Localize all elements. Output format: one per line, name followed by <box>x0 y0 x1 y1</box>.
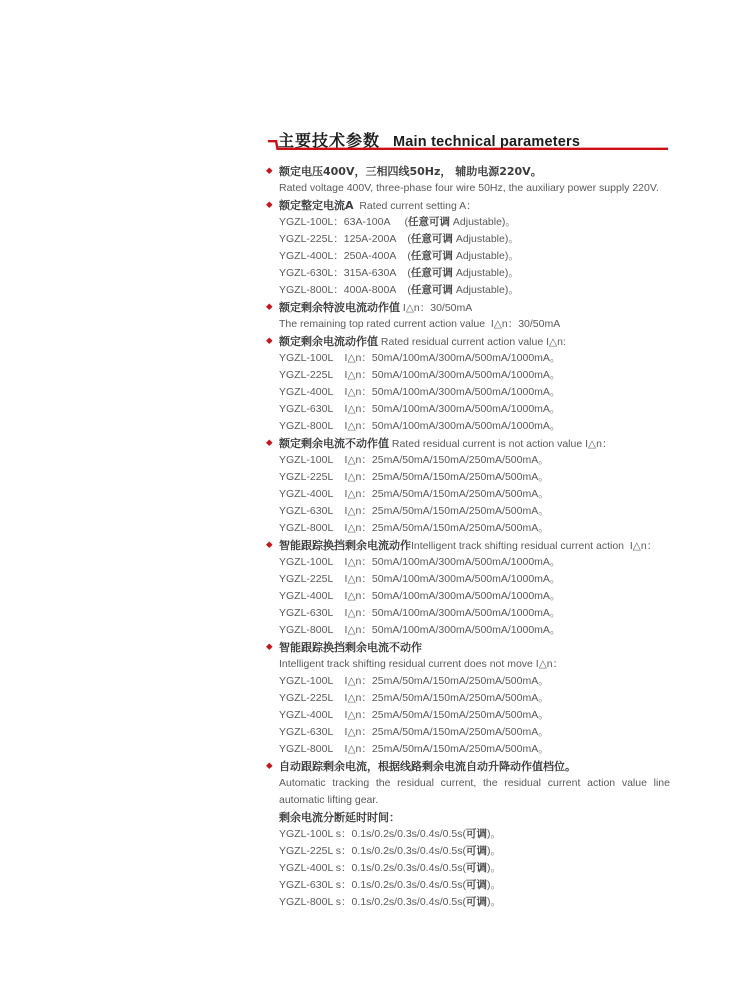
content-line <box>266 758 670 775</box>
diamond-bullet-icon: ◆ <box>266 438 273 448</box>
text-segment: Rated residual current action value I△n: <box>378 336 566 348</box>
text-segment: YGZL-100L I△n：50mA/100mA/300mA/500mA/1000mA。 <box>279 556 561 568</box>
text-segment: )。 <box>486 879 501 891</box>
text-segment: YGZL-630L I△n：25mA/50mA/150mA/250mA/500mA。 <box>279 505 549 517</box>
content-line <box>266 214 670 231</box>
text-segment: 智能跟踪换挡剩余电流动作 <box>279 539 411 552</box>
text-segment: YGZL-630L I△n：25mA/50mA/150mA/250mA/500mA。 <box>279 726 549 738</box>
content-line <box>266 707 670 724</box>
content-line <box>266 316 670 333</box>
text-segment: YGZL-225L I△n：25mA/50mA/150mA/250mA/500mA。 <box>279 692 549 704</box>
content-line <box>266 401 670 418</box>
content-line <box>266 197 670 214</box>
content-line <box>266 248 670 265</box>
content-line <box>266 469 670 486</box>
text-segment: YGZL-630L I△n：50mA/100mA/300mA/500mA/1000mA。 <box>279 607 561 619</box>
content-line <box>266 554 670 571</box>
text-segment: 可调 <box>465 879 487 891</box>
content-line <box>266 452 670 469</box>
text-segment: YGZL-100L s：0.1s/0.2s/0.3s/0.4s/0.5s( <box>279 828 466 840</box>
content-line <box>266 894 670 911</box>
text-segment: 可调 <box>465 845 487 857</box>
text-segment: YGZL-800L s：0.1s/0.2s/0.3s/0.4s/0.5s( <box>279 896 466 908</box>
content-line <box>266 435 670 452</box>
text-segment: 自动跟踪剩余电流，根据线路剩余电流自动升降动作值档位。 <box>279 760 576 773</box>
content-line <box>266 299 670 316</box>
content-line <box>266 741 670 758</box>
page-title-en: Main technical parameters <box>393 134 581 150</box>
title-underline <box>265 138 671 152</box>
diamond-bullet-icon: ◆ <box>266 200 273 210</box>
text-segment: Adjustable)。 <box>452 284 519 296</box>
text-segment: )。 <box>486 896 501 908</box>
diamond-bullet-icon: ◆ <box>266 336 273 346</box>
text-segment: 任意可调 <box>410 250 453 262</box>
content-line <box>266 843 670 860</box>
text-segment: YGZL-400L：250A-400A ( <box>279 250 411 262</box>
text-segment: YGZL-630L s：0.1s/0.2s/0.3s/0.4s/0.5s( <box>279 879 466 891</box>
text-segment: 额定整定电流A <box>279 199 354 212</box>
content-line <box>266 792 670 809</box>
text-segment: YGZL-225L I△n：50mA/100mA/300mA/500mA/1000mA。 <box>279 369 561 381</box>
text-segment: YGZL-400L I△n：25mA/50mA/150mA/250mA/500mA。 <box>279 488 549 500</box>
text-segment: 可调 <box>465 862 487 874</box>
content-line <box>266 282 670 299</box>
diamond-bullet-icon: ◆ <box>266 166 273 176</box>
text-segment: YGZL-225L：125A-200A ( <box>279 233 411 245</box>
text-segment: Automatic tracking the residual current, the residual current action value line <box>279 777 670 789</box>
content-line <box>266 588 670 605</box>
text-segment: 额定剩余电流动作值 <box>279 335 378 348</box>
text-segment: Intelligent track shifting residual current does not move I△n： <box>279 658 564 670</box>
content-line <box>266 180 670 197</box>
content-line <box>266 350 670 367</box>
text-segment: Rated residual current is not action value I△n： <box>389 438 613 450</box>
text-segment: 额定剩余电流不动作值 <box>279 437 389 450</box>
text-segment: 可调 <box>465 828 487 840</box>
content-line <box>266 520 670 537</box>
content-line <box>266 571 670 588</box>
diamond-bullet-icon: ◆ <box>266 302 273 312</box>
text-segment: YGZL-400L I△n：50mA/100mA/300mA/500mA/1000mA。 <box>279 386 561 398</box>
text-segment: automatic lifting gear. <box>279 794 379 806</box>
text-segment: YGZL-225L s：0.1s/0.2s/0.3s/0.4s/0.5s( <box>279 845 466 857</box>
content-line <box>266 690 670 707</box>
content-line <box>266 163 670 180</box>
parameters-list <box>266 163 670 911</box>
content-line <box>266 418 670 435</box>
content-line <box>266 656 670 673</box>
text-segment: The remaining top rated current action value I△n：30/50mA <box>279 318 561 330</box>
text-segment: Rated current setting A： <box>353 200 477 212</box>
text-segment: 任意可调 <box>410 284 453 296</box>
content-line <box>266 673 670 690</box>
text-segment: 任意可调 <box>410 267 453 279</box>
content-line <box>266 622 670 639</box>
content-line <box>266 333 670 350</box>
diamond-bullet-icon: ◆ <box>266 642 273 652</box>
diamond-bullet-icon: ◆ <box>266 540 273 550</box>
text-segment: 额定剩余特波电流动作值 <box>279 301 400 314</box>
text-segment: 任意可调 <box>410 233 453 245</box>
text-segment: YGZL-800L I△n：50mA/100mA/300mA/500mA/1000mA。 <box>279 420 561 432</box>
text-segment: Adjustable)。 <box>452 267 519 279</box>
text-segment: YGZL-100L：63A-100A ( <box>279 216 408 228</box>
content-line <box>266 486 670 503</box>
diamond-bullet-icon: ◆ <box>266 761 273 771</box>
text-segment: YGZL-630L I△n：50mA/100mA/300mA/500mA/1000mA。 <box>279 403 561 415</box>
text-segment: Adjustable)。 <box>452 250 519 262</box>
content-line <box>266 877 670 894</box>
text-segment: YGZL-800L I△n：25mA/50mA/150mA/250mA/500mA。 <box>279 522 549 534</box>
text-segment: YGZL-800L：400A-800A ( <box>279 284 411 296</box>
text-segment: YGZL-400L I△n：25mA/50mA/150mA/250mA/500mA。 <box>279 709 549 721</box>
content-line <box>266 265 670 282</box>
content-line <box>266 384 670 401</box>
text-segment: YGZL-100L I△n：25mA/50mA/150mA/250mA/500mA。 <box>279 675 549 687</box>
text-segment: YGZL-630L：315A-630A ( <box>279 267 411 279</box>
text-segment: 智能跟踪换挡剩余电流不动作 <box>279 641 422 654</box>
content-line <box>266 605 670 622</box>
text-segment: YGZL-400L I△n：50mA/100mA/300mA/500mA/1000mA。 <box>279 590 561 602</box>
content-line <box>266 639 670 656</box>
content-line <box>266 826 670 843</box>
content-line <box>266 775 670 792</box>
page-title-zh: 主要技术参数 <box>278 131 381 150</box>
text-segment: )。 <box>486 828 501 840</box>
text-segment: YGZL-100L I△n：50mA/100mA/300mA/500mA/1000mA。 <box>279 352 561 364</box>
text-segment: I△n：30/50mA <box>400 302 473 314</box>
content-line <box>266 537 670 554</box>
text-segment: YGZL-100L I△n：25mA/50mA/150mA/250mA/500mA。 <box>279 454 549 466</box>
content-line <box>266 860 670 877</box>
text-segment: )。 <box>486 845 501 857</box>
text-segment: YGZL-800L I△n：25mA/50mA/150mA/250mA/500mA。 <box>279 743 549 755</box>
text-segment: Intelligent track shifting residual current action I△n： <box>411 540 658 552</box>
content-line <box>266 503 670 520</box>
text-segment: YGZL-800L I△n：50mA/100mA/300mA/500mA/1000mA。 <box>279 624 561 636</box>
content-line <box>266 724 670 741</box>
text-segment: YGZL-225L I△n：25mA/50mA/150mA/250mA/500mA。 <box>279 471 549 483</box>
text-segment: 任意可调 <box>407 216 450 228</box>
text-segment: 额定电压400V，三相四线50Hz， 辅助电源220V。 <box>279 165 542 178</box>
text-segment: YGZL-225L I△n：50mA/100mA/300mA/500mA/1000mA。 <box>279 573 561 585</box>
content-line <box>266 809 670 826</box>
text-segment: YGZL-400L s：0.1s/0.2s/0.3s/0.4s/0.5s( <box>279 862 466 874</box>
content-line <box>266 367 670 384</box>
text-segment: )。 <box>486 862 501 874</box>
text-segment: 可调 <box>465 896 487 908</box>
text-segment: Adjustable)。 <box>452 233 519 245</box>
content-line <box>266 231 670 248</box>
text-segment: Adjustable)。 <box>449 216 516 228</box>
text-segment: 剩余电流分断延时时间： <box>279 811 400 824</box>
text-segment: Rated voltage 400V, three-phase four wire 50Hz, the auxiliary power supply 220V. <box>279 182 659 194</box>
